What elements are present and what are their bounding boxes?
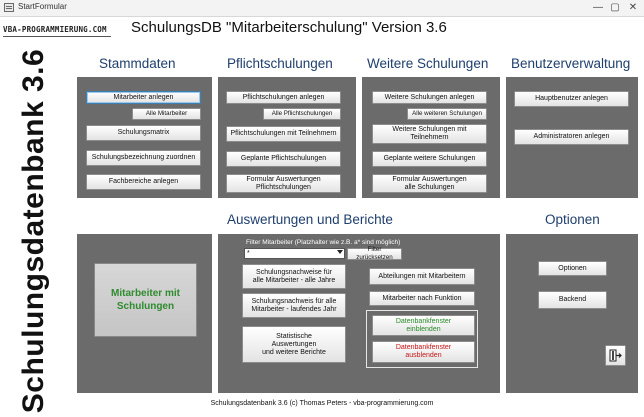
formular-auswertungen-pflichtschulungen-button[interactable]: Formular Auswertungen Pflichtschulungen [226,174,341,193]
schulungsbezeichnung-zuordnen-button[interactable]: Schulungsbezeichnung zuordnen [86,150,201,166]
formular-auswertungen-alle-schulungen-button[interactable]: Formular Auswertungen alle Schulungen [372,174,487,193]
logo-underline [3,36,111,37]
schulungsmatrix-button[interactable]: Schulungsmatrix [86,125,201,141]
geplante-weitere-schulungen-button[interactable]: Geplante weitere Schulungen [372,151,487,167]
close-button[interactable]: ✕ [628,2,638,13]
app-title: SchulungsDB "Mitarbeiterschulung" Version 3.6 [131,19,447,36]
mitarbeiter-anlegen-button[interactable]: Mitarbeiter anlegen [86,91,201,104]
optionen-button[interactable]: Optionen [538,261,607,276]
section-title-benutzerverwaltung: Benutzerverwaltung [511,56,631,71]
section-title-weitere-schulungen: Weitere Schulungen [367,56,489,71]
section-title-auswertungen: Auswertungen und Berichte [227,212,393,227]
filter-mitarbeiter-input[interactable]: * [244,248,345,259]
exit-button[interactable] [605,345,626,366]
pflichtschulungen-anlegen-button[interactable]: Pflichtschulungen anlegen [226,91,341,104]
schulungsnachweis-laufendes-jahr-button[interactable]: Schulungsnachweis für alle Mitarbeiter - laufendes Jahr [242,293,346,318]
pflichtschulungen-mit-teilnehmern-button[interactable]: Pflichtschulungen mit Teilnehmern [226,126,341,142]
title-bar [0,0,644,17]
alle-pflichtschulungen-button[interactable]: Alle Pflichtschulungen [263,108,341,120]
statistische-auswertungen-button[interactable]: Statistische Auswertungen und weitere Berichte [242,326,346,363]
window-title: StartFormular [18,2,67,11]
administratoren-anlegen-button[interactable]: Administratoren anlegen [514,129,629,145]
dropdown-arrow-icon[interactable] [337,250,343,254]
weitere-schulungen-mit-teilnehmern-button[interactable]: Weitere Schulungen mit Teilnehmern [372,124,487,144]
logo-text: VBA-PROGRAMMIERUNG.COM [3,25,107,34]
weitere-schulungen-anlegen-button[interactable]: Weitere Schulungen anlegen [372,91,487,104]
datenbankfenster-einblenden-button[interactable]: Datenbankfenster einblenden [372,315,475,336]
alle-weiteren-schulungen-button[interactable]: Alle weiteren Schulungen [407,108,487,120]
mitarbeiter-mit-schulungen-button[interactable]: Mitarbeiter mit Schulungen [94,263,197,337]
abteilungen-mit-mitarbeitern-button[interactable]: Abteilungen mit Mitarbeitern [369,268,475,285]
panel-optionen [506,234,638,393]
geplante-pflichtschulungen-button[interactable]: Geplante Pflichtschulungen [226,151,341,167]
hauptbenutzer-anlegen-button[interactable]: Hauptbenutzer anlegen [514,91,629,107]
vertical-title [4,48,64,414]
alle-mitarbeiter-button[interactable]: Alle Mitarbeiter [132,108,201,120]
section-title-pflichtschulungen: Pflichtschulungen [227,56,333,71]
exit-door-icon [609,349,622,362]
section-title-stammdaten: Stammdaten [99,56,176,71]
schulungsnachweise-alle-jahre-button[interactable]: Schulungsnachweise für alle Mitarbeiter - alle Jahre [242,264,346,289]
form-icon [4,3,14,12]
filter-zuruecksetzen-button[interactable]: Filter zurücksetzen [347,248,402,260]
backend-button[interactable]: Backend [538,291,607,309]
minimize-button[interactable]: — [593,2,603,13]
mitarbeiter-nach-funktion-button[interactable]: Mitarbeiter nach Funktion [369,291,475,306]
vertical-title-text: Schulungsdatenbank 3.6 [17,48,50,414]
fachbereiche-anlegen-button[interactable]: Fachbereiche anlegen [86,174,201,190]
footer-copyright: Schulungsdatenbank 3.6 (c) Thomas Peters - vba-programmierung.com [210,400,434,407]
datenbankfenster-ausblenden-button[interactable]: Datenbankfenster ausblenden [372,341,475,363]
maximize-button[interactable]: ▢ [610,2,620,13]
filter-mitarbeiter-label: Filter Mitarbeiter (Platzhalter wie z.B. a* sind möglich) [246,239,401,246]
section-title-optionen: Optionen [545,212,600,227]
